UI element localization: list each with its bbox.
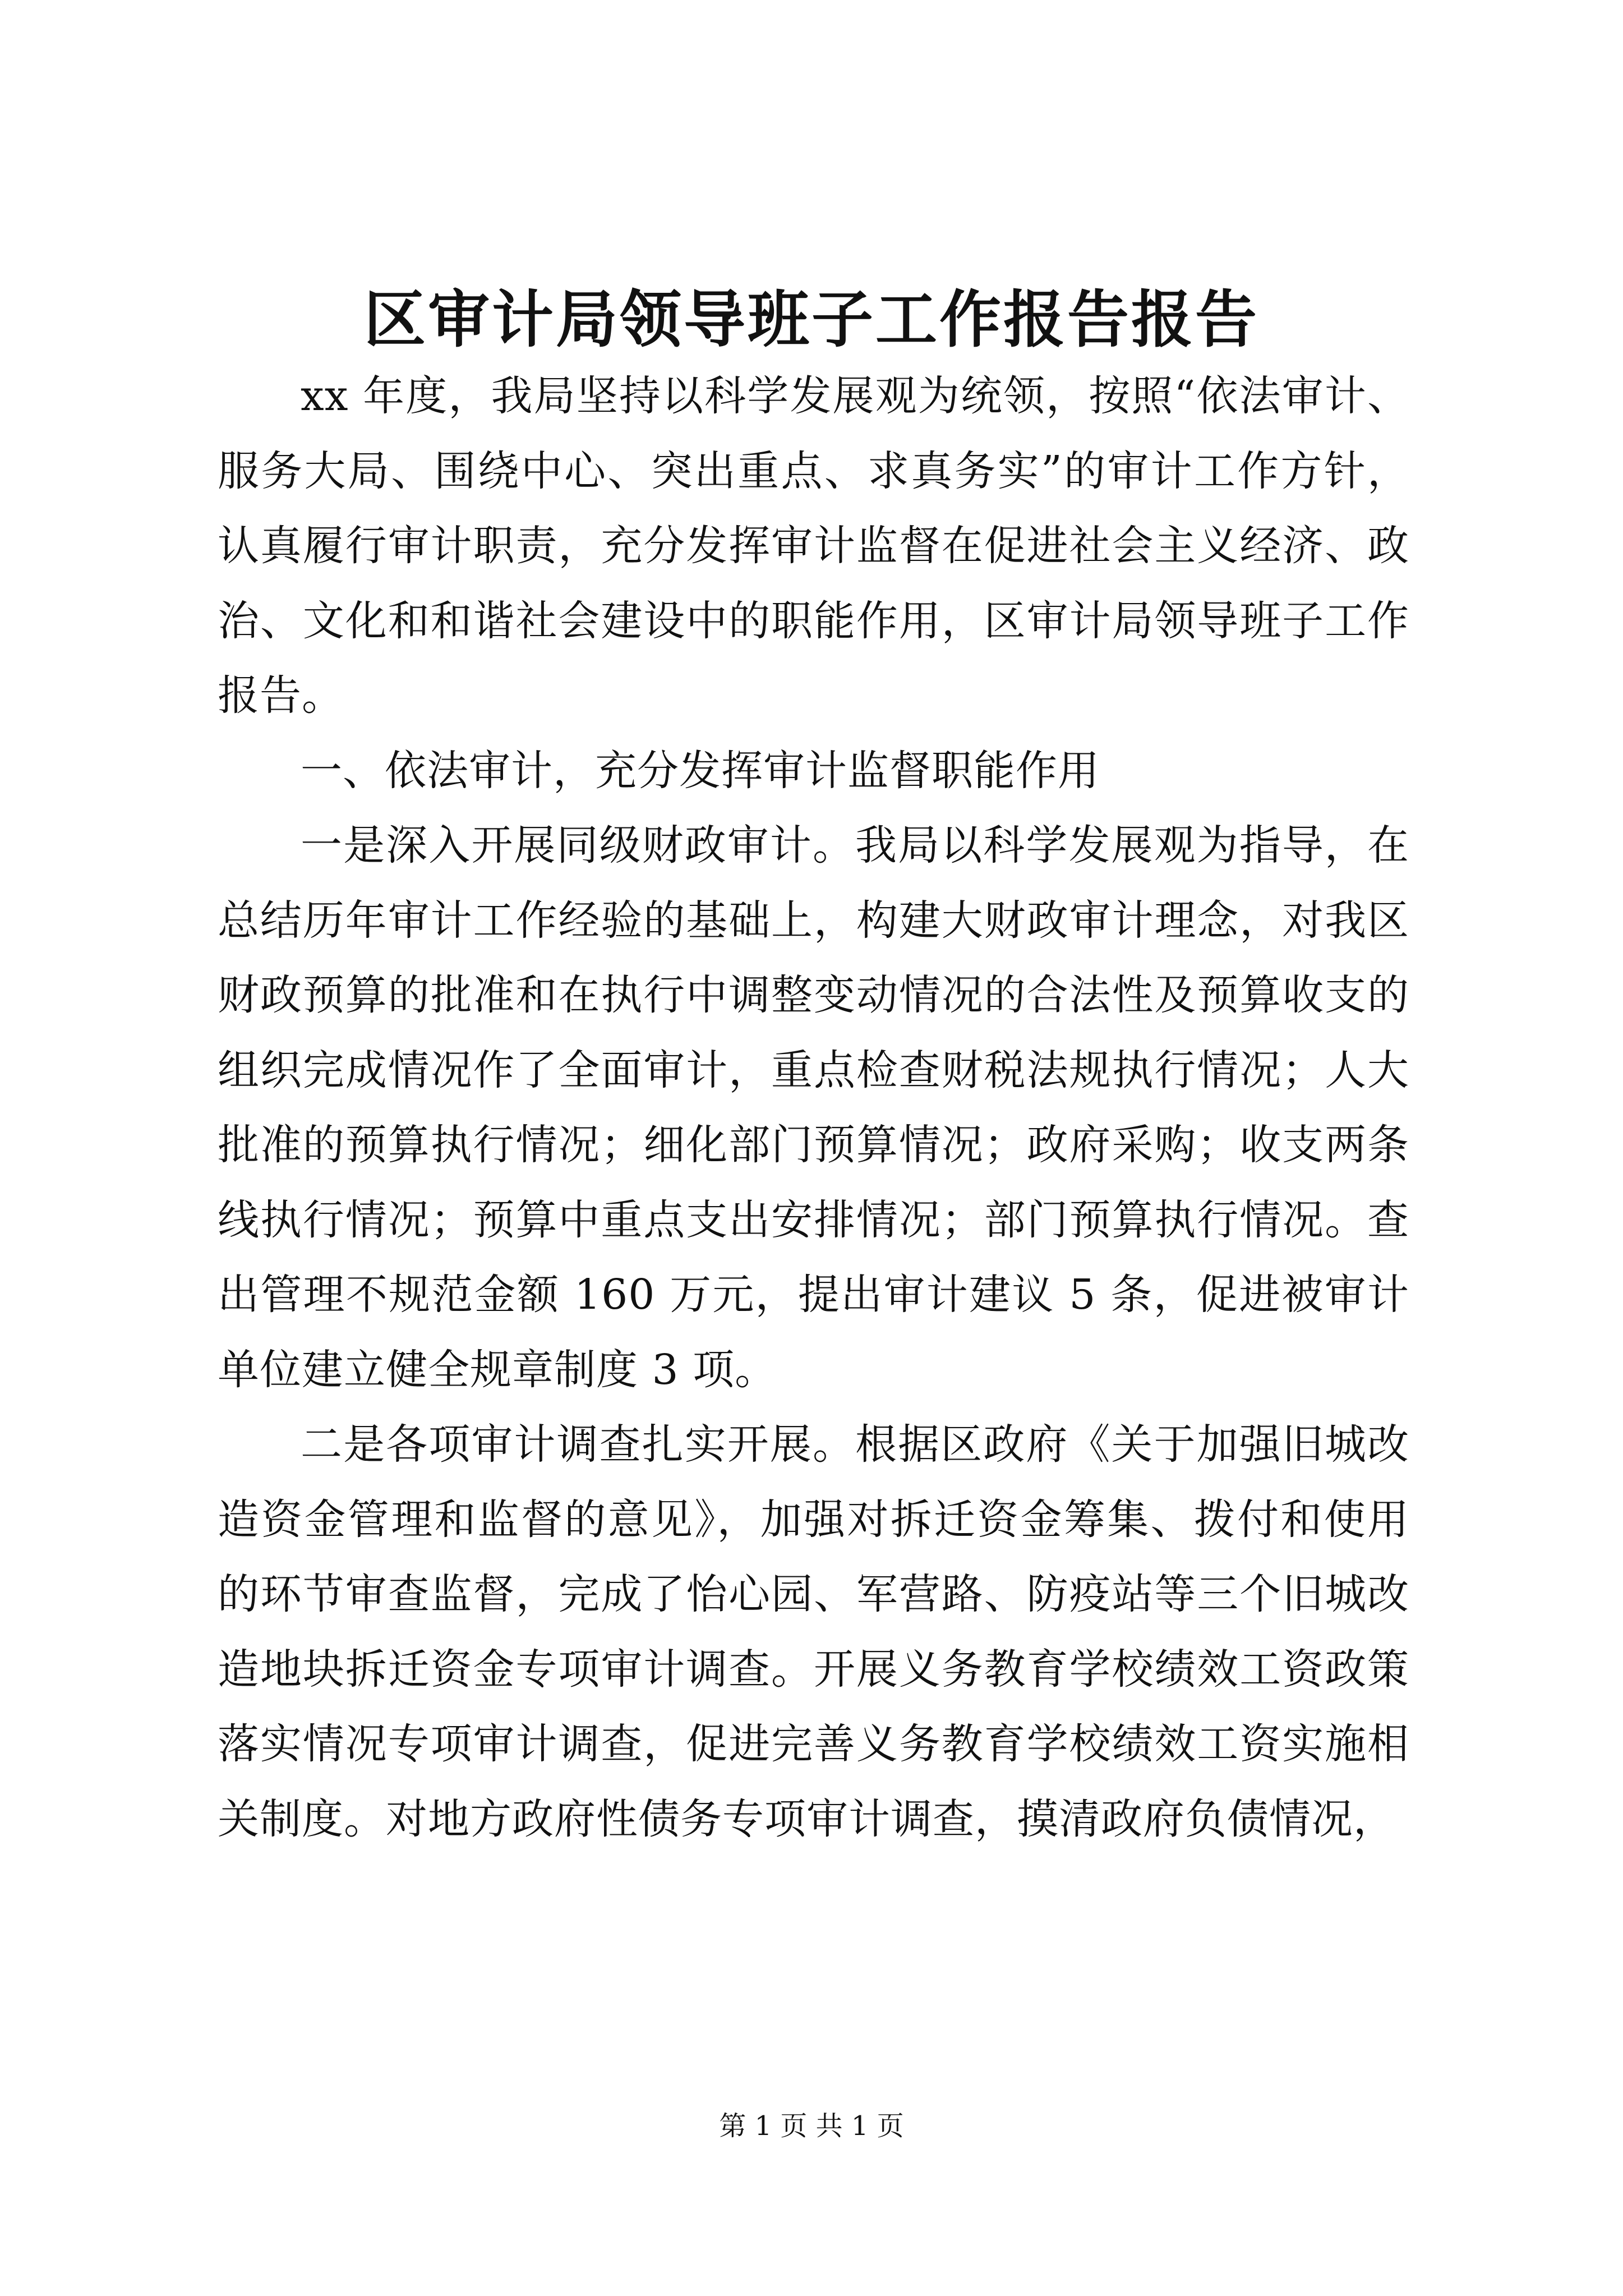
paragraph-intro: xx 年度，我局坚持以科学发展观为统领，按照“依法审计、服务大局、围绕中心、突出重点、求真务实”的审计工作方针，认真履行审计职责，充分发挥审计监督在促进社会主义经济、政治、文化和和谐社会建设中的职能作用，区审计局领导班子工作报告。 [218, 372, 1409, 720]
paragraph-fiscal-audit: 一是深入开展同级财政审计。我局以科学发展观为指导，在总结历年审计工作经验的基础上，构建大财政审计理念，对我区财政预算的批准和在执行中调整变动情况的合法性及预算收支的组织完成情况作了全面审计，重点检查财税法规执行情况；人大批准的预算执行情况；细化部门预算情况；政府采购；收支两条线执行情况；预算中重点支出安排情况；部门预算执行情况。查出管理不规范金额 160 万元，提出审计建议 5 条，促进被审计单位建立健全规章制度 3 项。 [218, 821, 1409, 1394]
document-body [218, 359, 1409, 1857]
paragraph-audit-investigation: 二是各项审计调查扎实开展。根据区政府《关于加强旧城改造资金管理和监督的意见》，加强对拆迁资金筹集、拨付和使用的环节审查监督，完成了怡心园、军营路、防疫站等三个旧城改造地块拆迁资金专项审计调查。开展义务教育学校绩效工资政策落实情况专项审计调查，促进完善义务教育学校绩效工资实施相关制度。对地方政府性债务专项审计调查，摸清政府负债情况， [218, 1420, 1409, 1843]
page-footer: 第 1 页 共 1 页 [719, 2110, 904, 2142]
section-heading-1: 一、依法审计，充分发挥审计监督职能作用 [301, 746, 1100, 795]
document-title: 区审计局领导班子工作报告报告 [364, 283, 1259, 356]
